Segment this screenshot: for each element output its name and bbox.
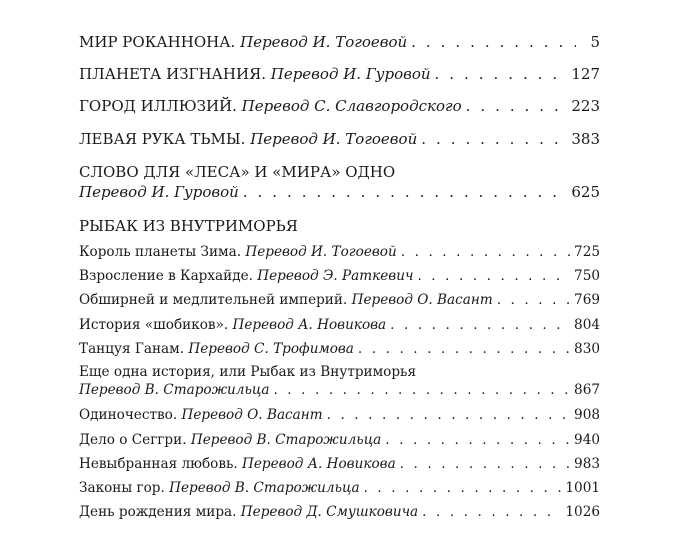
entry-title: Взросление в Кархайде. [79,268,253,284]
entry-page-number: 5 [590,33,600,51]
entry-page-number: 127 [571,65,600,83]
entry-title-block [79,97,462,115]
entry-translator: Перевод С. Трофимова [188,341,354,357]
entry-title-block [79,504,418,520]
entry-title-block [79,341,354,357]
toc-story [79,341,600,357]
entry-title-block [79,382,269,398]
entry-page-number: 830 [574,341,600,357]
entry-title-block [79,292,493,308]
entry-title-block [79,432,381,448]
dot-leader [273,382,570,398]
entry-translator: Перевод С. Славгородского [241,97,462,115]
entry-title-block [79,183,239,201]
entry-translator: Перевод И. Гуровой [270,65,431,83]
toc-story [79,292,600,308]
dot-leader [400,456,570,472]
entry-title-block [79,33,407,51]
dot-leader [422,504,561,520]
dot-leader [358,341,570,357]
dot-leader [327,407,570,423]
dot-leader [417,268,570,284]
dot-leader [385,432,570,448]
entry-title-block [79,65,431,83]
entry-title: Еще одна история, или Рыбак из Внутриморья [79,364,417,380]
entry-title: Одиночество. [79,407,178,423]
entry-translator: Перевод И. Тогоевой [250,130,418,148]
toc-entry-word-for-world [79,183,600,201]
dot-leader [435,65,568,83]
dot-leader [243,183,568,201]
dot-leader [390,317,570,333]
entry-title: Танцуя Ганам. [79,341,185,357]
toc-entry-exile [79,65,600,83]
toc-story [79,432,600,448]
dot-leader [401,244,570,260]
toc-story [79,317,600,333]
entry-page-number: 769 [574,292,600,308]
entry-translator: Перевод В. Старожильца [169,480,360,496]
entry-page-number: 725 [574,244,600,260]
entry-title: История «шобиков». [79,317,229,333]
dot-leader [466,97,568,115]
entry-page-number: 804 [574,317,600,333]
entry-page-number: 908 [574,407,600,423]
toc-story [79,456,600,472]
entry-page-number: 223 [571,97,600,115]
entry-page-number: 940 [574,432,600,448]
entry-title: ГОРОД ИЛЛЮЗИЙ. [79,97,237,115]
dot-leader [421,130,567,148]
entry-translator: Перевод И. Гуровой [79,183,239,201]
entry-translator: Перевод Д. Смушковича [240,504,419,520]
entry-translator: Перевод В. Старожильца [79,382,270,398]
entry-translator: Перевод А. Новикова [232,317,387,333]
entry-title-block [79,244,397,260]
entry-title: МИР РОКАННОНА. [79,33,236,51]
entry-page-number: 625 [571,183,600,201]
entry-page-number: 750 [574,268,600,284]
dot-leader [411,33,576,51]
dot-leader [364,480,562,496]
entry-page-number: 383 [571,130,600,148]
dot-leader [497,292,570,308]
entry-title: ЛЕВАЯ РУКА ТЬМЫ. [79,130,246,148]
entry-title: СЛОВО ДЛЯ «ЛЕСА» И «МИРА» ОДНО [79,163,396,181]
toc-story [79,407,600,423]
entry-translator: Перевод В. Старожильца [190,432,382,448]
entry-translator: Перевод И. Тогоевой [240,33,408,51]
toc-story [79,244,600,260]
entry-title-block [79,480,360,496]
entry-title: День рождения мира. [79,504,237,520]
entry-translator: Перевод А. Новикова [242,456,396,472]
entry-title: Законы гор. [79,480,165,496]
toc-story [79,504,600,520]
entry-title: Обширней и медлительней империй. [79,292,348,308]
entry-title: Невыбранная любовь. [79,456,238,472]
toc-entry-left-hand [79,130,600,148]
entry-page-number: 867 [574,382,600,398]
toc-story [79,480,600,496]
entry-title-block [79,407,323,423]
entry-title-block [79,317,386,333]
toc-entry-rocannon [79,33,600,51]
entry-title-block [79,456,396,472]
entry-page-number: 983 [574,456,600,472]
section-heading: РЫБАК ИЗ ВНУТРИМОРЬЯ [79,217,298,235]
entry-title: Дело о Сеггри. [79,432,187,448]
entry-translator: Перевод Э. Раткевич [257,268,414,284]
entry-translator: Перевод О. Васант [351,292,493,308]
toc-entry-illusions [79,97,600,115]
entry-title-block [79,130,417,148]
toc-story [79,268,600,284]
entry-page-number: 1001 [565,480,600,496]
toc-story [79,382,600,398]
entry-translator: Перевод О. Васант [181,407,323,423]
entry-page-number: 1026 [565,504,600,520]
entry-title: Король планеты Зима. [79,244,242,260]
entry-title: ПЛАНЕТА ИЗГНАНИЯ. [79,65,266,83]
entry-translator: Перевод И. Тогоевой [245,244,397,260]
entry-title-block [79,268,413,284]
